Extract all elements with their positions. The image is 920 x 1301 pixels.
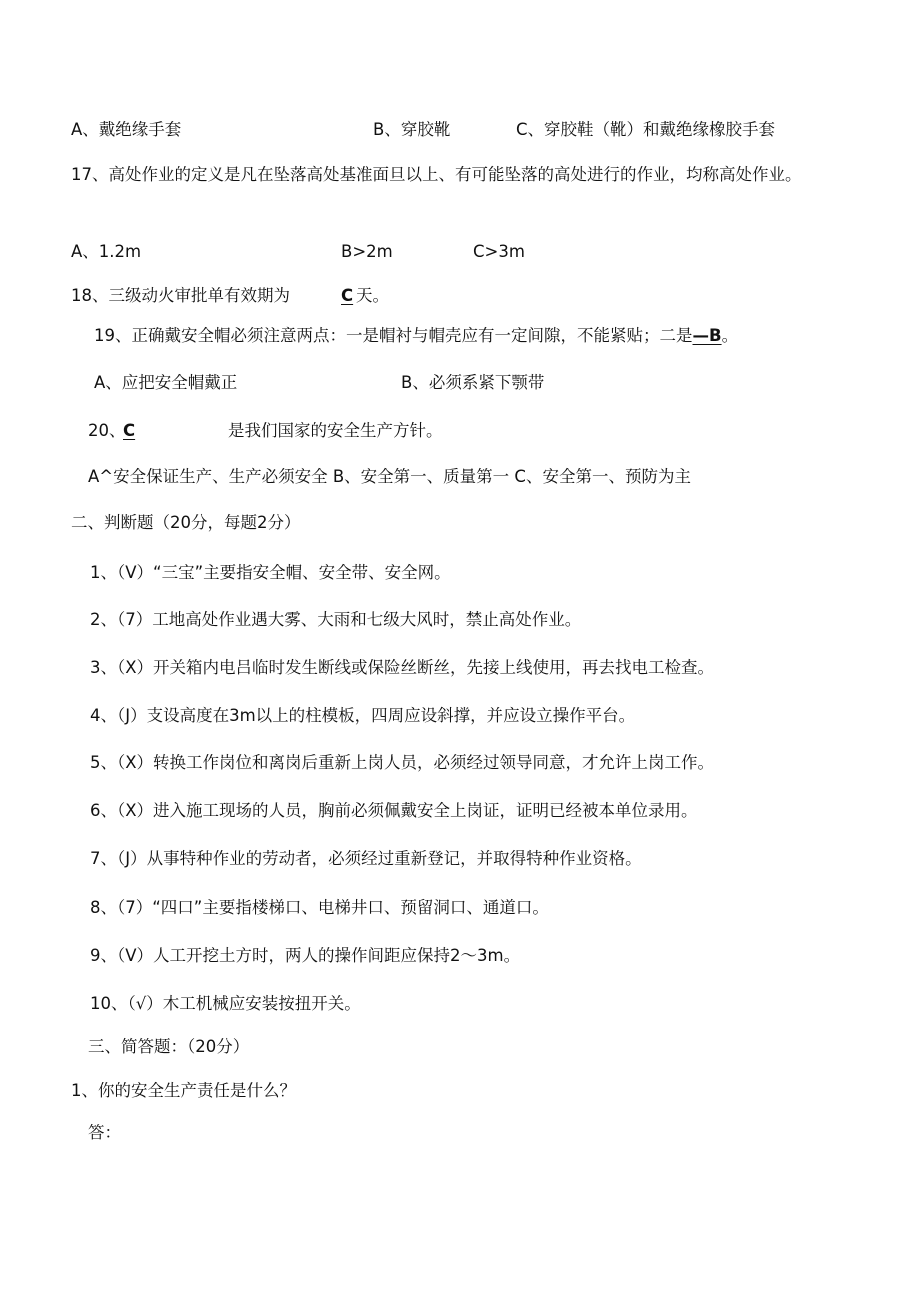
judge-item-1: 1、（V）“三宝”主要指安全帽、安全带、安全网。 — [90, 563, 451, 582]
q17-option-b: B>2m — [341, 242, 393, 261]
judge-item-6: 6、（X）进入施工现场的人员，胸前必须佩戴安全上岗证，证明已经被本单位录用。 — [90, 801, 698, 820]
q18-suffix: 天。 — [356, 286, 389, 305]
q19-line — [94, 325, 738, 347]
judge-item-2: 2、（7）工地高处作业遇大雾、大雨和七级大风时，禁止高处作业。 — [90, 610, 582, 629]
q20-prefix: 20、 — [88, 421, 126, 440]
q19-prefix: 19、正确戴安全帽必须注意两点：一是帽衬与帽壳应有一定间隙，不能紧贴；二是 — [94, 326, 693, 345]
judge-item-5: 5、（X）转换工作岗位和离岗后重新上岗人员，必须经过领导同意，才允许上岗工作。 — [90, 753, 715, 772]
section3-title: 三、简答题：（20分） — [88, 1037, 250, 1056]
q16-option-a: A、戴绝缘手套 — [71, 120, 182, 139]
q19-answer: B — [709, 326, 722, 345]
q16-option-c: C、穿胶鞋（靴）和戴绝缘橡胶手套 — [516, 120, 776, 139]
q17-option-a: A、1.2m — [71, 242, 142, 261]
q20-options: A^安全保证生产、生产必须安全 B、安全第一、质量第一 C、安全第一、预防为主 — [88, 467, 691, 486]
q19-suffix: 。 — [721, 326, 739, 345]
judge-item-8: 8、（7）“四口”主要指楼梯口、电梯井口、预留洞口、通道口。 — [90, 898, 549, 917]
q19-option-a: A、应把安全帽戴正 — [94, 373, 238, 392]
judge-item-4: 4、（J）支设高度在3m以上的柱模板，四周应设斜撑，并应设立操作平台。 — [90, 706, 636, 725]
q19-dash: — — [692, 326, 709, 345]
q20-answer: C — [123, 421, 136, 440]
q16-option-b: B、穿胶靴 — [373, 120, 451, 139]
section2-title: 二、判断题（20分，每题2分） — [71, 513, 301, 532]
judge-item-10: 10、（√）木工机械应安装按扭开关。 — [90, 994, 361, 1013]
judge-item-7: 7、（J）从事特种作业的劳动者，必须经过重新登记，并取得特种作业资格。 — [90, 849, 642, 868]
q18-prefix: 18、三级动火审批单有效期为 — [71, 286, 290, 305]
q19-option-b: B、必须系紧下颚带 — [401, 373, 545, 392]
q18-answer: C — [341, 286, 354, 305]
section3-question-1: 1、你的安全生产责任是什么？ — [71, 1081, 296, 1100]
judge-item-9: 9、（V）人工开挖土方时，两人的操作间距应保持2～3m。 — [90, 946, 521, 965]
judge-item-3: 3、（X）开关箱内电吕临时发生断线或保险丝断丝，先接上线使用，再去找电工检查。 — [90, 658, 715, 677]
q20-suffix: 是我们国家的安全生产方针。 — [228, 421, 443, 440]
q17-text: 17、高处作业的定义是凡在坠落高处基准面旦以上、有可能坠落的高处进行的作业，均称高处作业。 — [71, 165, 802, 184]
q17-option-c: C>3m — [473, 242, 525, 261]
answer-label: 答： — [88, 1123, 121, 1142]
